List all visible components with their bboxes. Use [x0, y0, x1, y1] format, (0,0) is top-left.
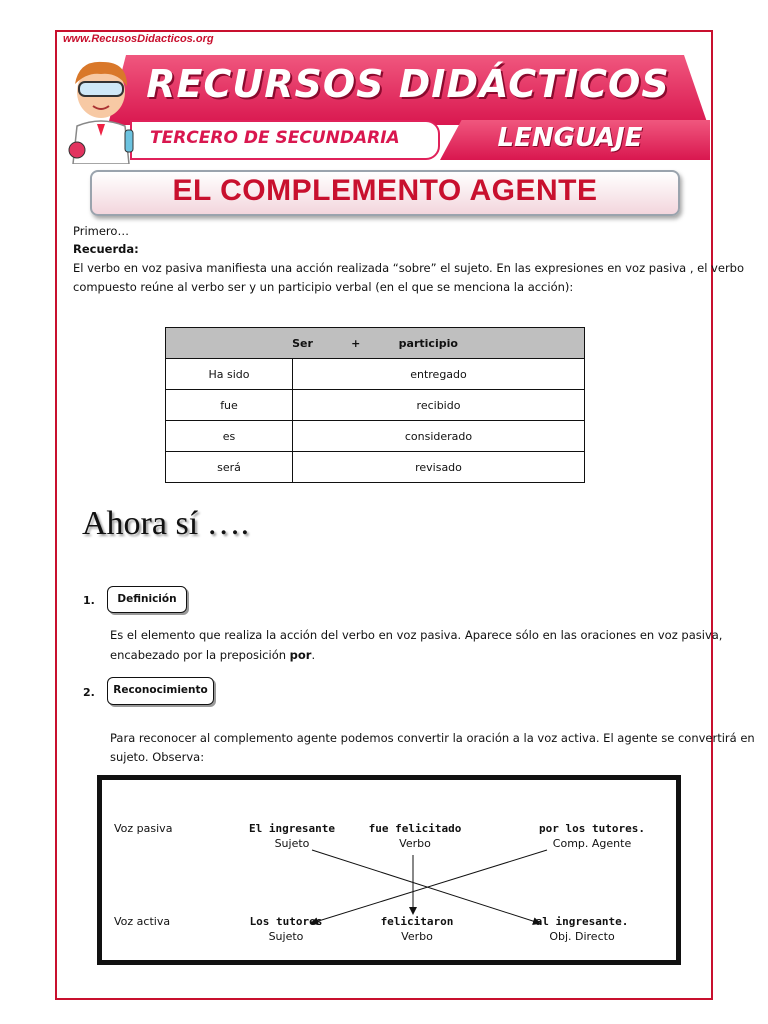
active-verb-role: Verbo [401, 930, 433, 943]
passive-label: Voz pasiva [114, 822, 173, 835]
table-cell-ser: será [166, 452, 293, 483]
intro-line-1: El verbo en voz pasiva manifiesta una acción realizada “sobre” el sujeto. En las expresiones en voz pasiva , el verbo [73, 261, 745, 275]
section-2-number: 2. [83, 686, 95, 699]
table-row [166, 390, 585, 421]
passive-verb: fue felicitado [368, 822, 462, 835]
active-subject: Los tutores [249, 915, 323, 928]
section-1-number: 1. [83, 594, 95, 607]
section-2-label: Reconocimiento [107, 677, 214, 705]
table-header-row [166, 328, 585, 359]
active-label: Voz activa [114, 915, 171, 928]
intro-remember: Recuerda: [73, 242, 139, 256]
table-cell-ser: es [166, 421, 293, 452]
section-1-label: Definición [107, 586, 187, 613]
active-subject-role: Sujeto [268, 930, 304, 943]
section-2-line-1: Para reconocer al complemento agente podemos convertir la oración a la voz activa. El agente se convertirá en [110, 731, 755, 745]
active-object: al ingresante. [535, 915, 629, 928]
site-url: www.RecusosDidacticos.org [63, 33, 214, 45]
table-row [166, 452, 585, 483]
page-title: EL COMPLEMENTO AGENTE [172, 174, 598, 207]
passive-subject: El ingresante [248, 822, 336, 835]
table-cell-participio: entregado [293, 359, 585, 390]
passive-subject-role: Sujeto [274, 837, 310, 850]
section-1-line-2-text: encabezado por la preposición [110, 648, 290, 662]
banner-title: RECURSOS DIDÁCTICOS [146, 62, 670, 106]
table-cell-ser: fue [166, 390, 293, 421]
active-verb: felicitaron [380, 915, 454, 928]
passive-verb-role: Verbo [399, 837, 431, 850]
table-cell-participio: recibido [293, 390, 585, 421]
section-2-line-2: sujeto. Observa: [110, 750, 205, 764]
scientist-mascot-icon [57, 52, 147, 164]
table-cell-participio: revisado [293, 452, 585, 483]
intro-first: Primero… [73, 224, 129, 238]
voice-diagram [97, 775, 681, 965]
table-row [166, 421, 585, 452]
passive-agent: por los tutores. [539, 822, 645, 835]
table-row [166, 359, 585, 390]
grade-label: TERCERO DE SECUNDARIA [150, 128, 400, 148]
intro-line-2: compuesto reúne al verbo ser y un participio verbal (en el que se menciona la acción): [73, 280, 574, 294]
section-1-line-1: Es el elemento que realiza la acción del verbo en voz pasiva. Aparece sólo en las oraciones en voz pasiva, [110, 628, 723, 642]
section-1-line-2-end: . [311, 648, 316, 662]
ser-participio-table [165, 327, 585, 483]
table-cell-participio: considerado [293, 421, 585, 452]
ahora-heading: Ahora sí …. [82, 505, 250, 542]
passive-agent-role: Comp. Agente [552, 837, 632, 850]
table-cell-ser: Ha sido [166, 359, 293, 390]
table-header: Ser + participio [166, 328, 585, 359]
section-1-line-2 [110, 646, 315, 665]
subject-label: LENGUAJE [497, 123, 643, 153]
active-object-role: Obj. Directo [549, 930, 615, 943]
section-1-keyword: por [289, 648, 312, 662]
